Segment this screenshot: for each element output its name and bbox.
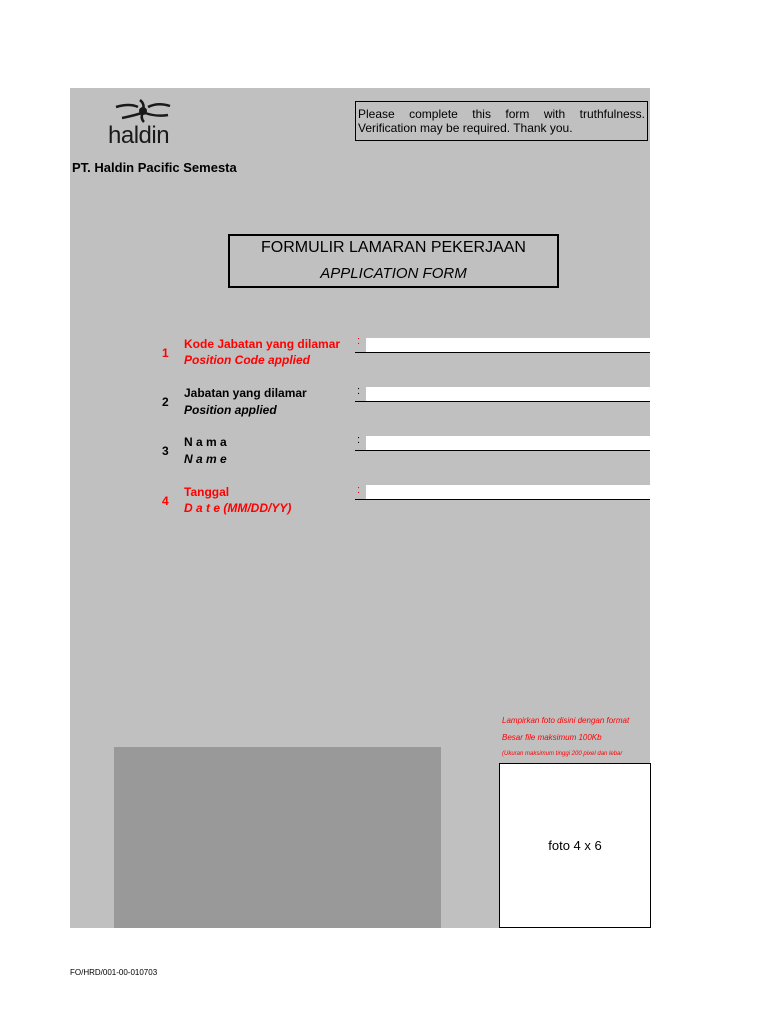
field-4-colon: : xyxy=(357,484,361,496)
field-2-underline xyxy=(355,401,650,402)
photo-label: foto 4 x 6 xyxy=(548,838,602,853)
notice-box xyxy=(355,101,648,141)
field-4-label: Tanggal xyxy=(184,485,230,499)
field-3-underline xyxy=(355,450,650,451)
form-subtitle: APPLICATION FORM xyxy=(320,265,467,282)
field-3-sublabel: N a m e xyxy=(184,452,227,466)
form-title: FORMULIR LAMARAN PEKERJAAN xyxy=(261,239,526,256)
field-2-colon: : xyxy=(357,385,361,397)
photo-instructions xyxy=(502,716,650,757)
date-input[interactable] xyxy=(366,485,650,499)
field-4-number: 4 xyxy=(162,494,169,508)
field-2-sublabel: Position applied xyxy=(184,403,277,417)
position-applied-input[interactable] xyxy=(366,387,650,401)
field-3-number: 3 xyxy=(162,444,169,458)
field-1-underline xyxy=(355,352,650,353)
field-2-label: Jabatan yang dilamar xyxy=(184,386,307,400)
haldin-logo xyxy=(108,98,188,150)
field-3-colon: : xyxy=(357,434,361,446)
company-name: PT. Haldin Pacific Semesta xyxy=(72,160,237,175)
logo-text: haldin xyxy=(108,122,170,149)
field-2-number: 2 xyxy=(162,395,169,409)
field-1-label: Kode Jabatan yang dilamar xyxy=(184,337,341,351)
photo-note-dimensions: (Ukuran maksimum tinggi 200 pixel dan lebar xyxy=(502,751,623,757)
form-title-box xyxy=(228,234,559,288)
document-code: FO/HRD/001-00-010703 xyxy=(70,968,158,977)
haldin-logo-icon xyxy=(112,98,174,124)
field-4-underline xyxy=(355,499,650,500)
field-4-sublabel: D a t e (MM/DD/YY) xyxy=(184,501,292,515)
field-1-sublabel: Position Code applied xyxy=(184,353,311,367)
photo-upload-box[interactable] xyxy=(499,763,651,928)
photo-note-format: Lampirkan foto disini dengan format xyxy=(502,716,630,725)
dark-panel xyxy=(114,747,441,928)
field-1-colon: : xyxy=(357,335,361,347)
notice-line-2: Verification may be required. Thank you. xyxy=(358,121,573,135)
position-code-input[interactable] xyxy=(366,338,650,352)
field-1-number: 1 xyxy=(162,346,169,360)
photo-note-size: Besar file maksimum 100Kb xyxy=(502,733,602,742)
notice-line-1: Please complete this form with truthfulness. xyxy=(358,107,645,121)
field-3-label: N a m a xyxy=(184,435,227,449)
name-input[interactable] xyxy=(366,436,650,450)
